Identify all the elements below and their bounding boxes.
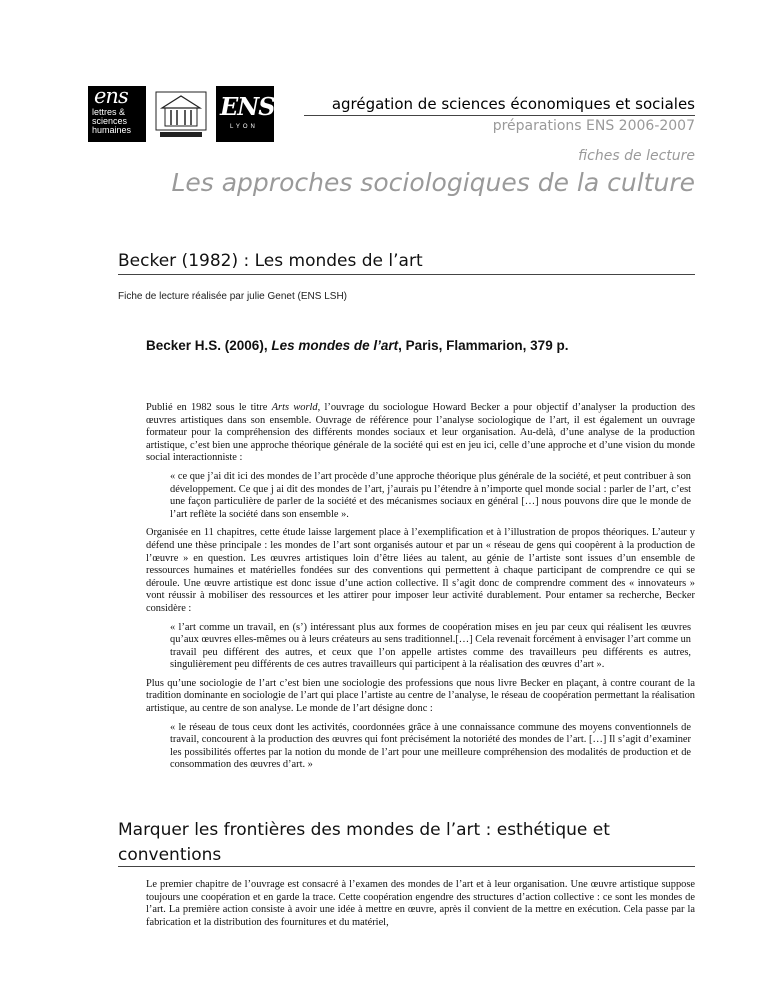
paragraph: Plus qu’une sociologie de l’art c’est bien une sociologie des professions que nous livre Becker en plaçant, à contre courant de la tradition dominante en sociologie de l’art qui place l’artiste au centre de l’analyse, le réseau de coopération permettant la réalisation artistique, au centre de son analyse. Le monde de l’art désigne donc : [146, 677, 695, 715]
section-heading-becker: Becker (1982) : Les mondes de l’art [118, 251, 423, 271]
block-quote: « le réseau de tous ceux dont les activités, coordonnées grâce à une connaissance commune des moyens conventionnels de travail, concourent à la production des œuvres qui font précisément la notoriété des mondes de l’art. […] Il s’agit d’examiner les possibilités offertes par la notion du monde de l’art pour une meilleure compréhension des modalités de production et de consommation des œuvres d’art. » [170, 721, 691, 771]
block-quote: « ce que j’ai dit ici des mondes de l’art procède d’une approche théorique plus générale de la société, et peut contribuer à son développement. Ce que j ai dit des mondes de l’art, j’aurais pu l’étendre à n’importe quel monde social : parler de l’art, c’est une façon particulière de parler de la société et des mécanismes sociaux en général […] nous pouvons dire que le monde de l’art reflète la société dans son ensemble ». [170, 470, 691, 520]
section-divider [118, 274, 695, 275]
block-quote: « l’art comme un travail, en (s’) intéressant plus aux formes de coopération mises en jeu par ceux qui réalisent les œuvres qu’aux œuvres elles-mêmes ou à leurs créateurs au sens traditionnel.[…] Cela revenait forcément à envisager l’art comme un travail peu différent des autres, et ceux que l’on appelle artistes comme des travailleurs peu différents es autres, singulièrement peu différents de ces autres travailleurs qui participent à la réalisation des œuvres d’art ». [170, 621, 691, 671]
ens-lsh-lines: lettres & sciences humaines [92, 107, 132, 135]
ens-lsh-script: ens [94, 84, 128, 108]
header-divider [304, 115, 695, 116]
section-heading-frontieres: Marquer les frontières des mondes de l’art : esthétique et conventions [118, 820, 610, 865]
ens-lyon-logo [216, 86, 274, 142]
ens-lyon-word: LYON [230, 124, 258, 130]
page-title: Les approches sociologiques de la culture [171, 168, 695, 197]
body-text [146, 879, 695, 935]
logo-strip [88, 86, 278, 142]
body-text [146, 402, 695, 778]
paragraph: Organisée en 11 chapitres, cette étude laisse largement place à l’exemplification et à l’illustration de propos théoriques. L’auteur y défend une thèse principale : les mondes de l’art sont organisés autour et par un « réseau de gens qui coopèrent à la production de l’œuvre » en question. Les œuvres artistiques loin d’être liées au talent, au génie de l’artiste sont issues d’un ensemble de ressources humaines et matérielles fondées sur des conventions qui permettent à chaque participant de comprendre ce qui se déroule. Une œuvre artistique est donc issue d’une action collective. Il s’agit donc de comprendre comment des « innovateurs » vont réussir à mobiliser des ressources et les attirer pour imposer leur activité durablement. Pour entamer sa recherche, Becker considère : [146, 527, 695, 614]
paragraph: Publié en 1982 sous le titre Arts world, l’ouvrage du sociologue Howard Becker a pour objectif d’analyser la production des œuvres artistiques dans son ensemble. Ouvrage de référence pour l’analyse sociologique de l’art, il est également un ouvrage formateur pour la compréhension des différents mondes sociaux et leur organisation. Au-delà, d’une analyse de la production artistique, c’est bien une approche théorique générale de la société qui est en jeu ici, celle d’une approche et d’une vision du monde social interactionniste : [146, 402, 695, 464]
header-subtitle: préparations ENS 2006-2007 [492, 118, 695, 134]
paragraph: Le premier chapitre de l’ouvrage est consacré à l’examen des mondes de l’art et à leur organisation. Une œuvre artistique suppose toujours une coopération et en garde la trace. Cette coopération engendre des structures d’action collective : ce sont les mondes de l’art. La première action consiste à avoir une idée à mettre en œuvre, après il convient de la mettre en exécution. Cela passe par la fabrication et la distribution des fournitures et du matériel, [146, 879, 695, 928]
section-divider [118, 866, 695, 867]
bibliographic-reference: Becker H.S. (2006), Les mondes de l’art, Paris, Flammarion, 379 p. [146, 338, 569, 353]
header-title: agrégation de sciences économiques et sociales [331, 95, 695, 113]
byline: Fiche de lecture réalisée par julie Genet (ENS LSH) [118, 291, 347, 302]
ens-lyon-mark: ENS [220, 92, 275, 121]
university-crest-icon [152, 88, 210, 140]
ens-lsh-logo [88, 86, 146, 142]
series-label: fiches de lecture [578, 148, 695, 164]
